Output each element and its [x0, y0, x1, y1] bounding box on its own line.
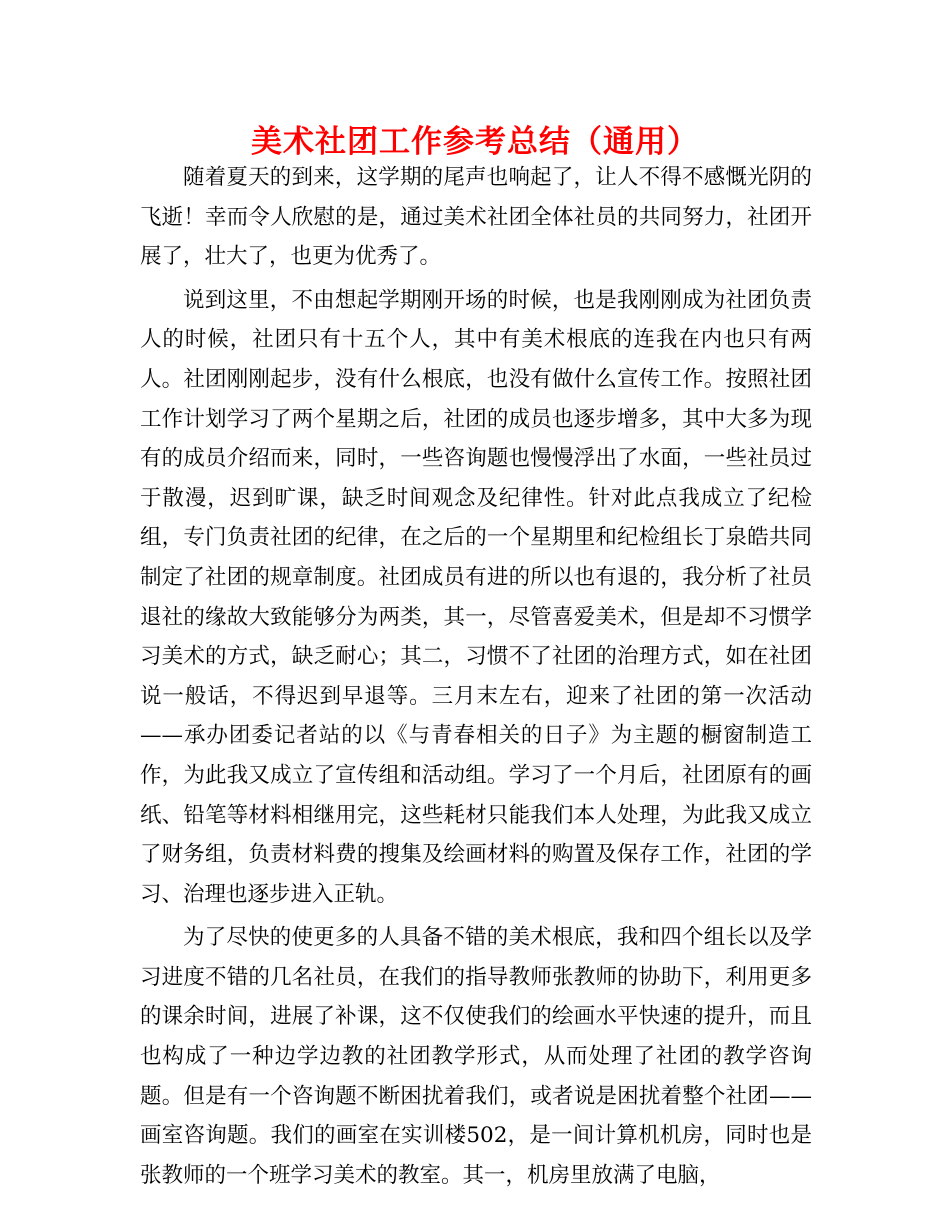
document-title: 美术社团工作参考总结（通用） — [251, 124, 699, 160]
paragraph-3: 为了尽快的使更多的人具备不错的美术根底，我和四个组长以及学习进度不错的几名社员，在我们的指导教师张教师的协助下，利用更多的课余时间，进展了补课，这不仅使我们的绘画水平快速的提升，而且也构成了一种边学边教的社团教学形式，从而处理了社团的教学咨询题。但是有一个咨询题不断困扰着我们，或者说是困扰着整个社团——画室咨询题。我们的画室在实训楼502，是一间计算机机房，同时也是张教师的一个班学习美术的教室。其一，机房里放满了电脑， — [140, 925, 812, 1188]
paragraph-2: 说到这里，不由想起学期刚开场的时候，也是我刚刚成为社团负责人的时候，社团只有十五个人，其中有美术根底的连我在内也只有两人。社团刚刚起步，没有什么根底，也没有做什么宣传工作。按照社团工作计划学习了两个星期之后，社团的成员也逐步增多，其中大多为现有的成员介绍而来，同时，一些咨询题也慢慢浮出了水面，一些社员过于散漫，迟到旷课，缺乏时间观念及纪律性。针对此点我成立了纪检组，专门负责社团的纪律，在之后的一个星期里和纪检组长丁泉皓共同制定了社团的规章制度。社团成员有进的所以也有退的，我分析了社员退社的缘故大致能够分为两类，其一，尽管喜爱美术，但是却不习惯学习美术的方式，缺乏耐心；其二，习惯不了社团的治理方式，如在社团说一般话，不得迟到早退等。三月末左右，迎来了社团的第一次活动——承办团委记者站的以《与青春相关的日子》为主题的橱窗制造工作，为此我又成立了宣传组和活动组。学习了一个月后，社团原有的画纸、铅笔等材料相继用完，这些耗材只能我们本人处理，为此我又成立了财务组，负责材料费的搜集及绘画材料的购置及保存工作，社团的学习、治理也逐步进入正轨。 — [140, 287, 812, 907]
document-body — [140, 158, 812, 1195]
paragraph-1: 随着夏天的到来，这学期的尾声也响起了，让人不得不感慨光阴的飞逝！幸而令人欣慰的是，通过美术社团全体社员的共同努力，社团开展了，壮大了，也更为优秀了。 — [140, 165, 812, 270]
